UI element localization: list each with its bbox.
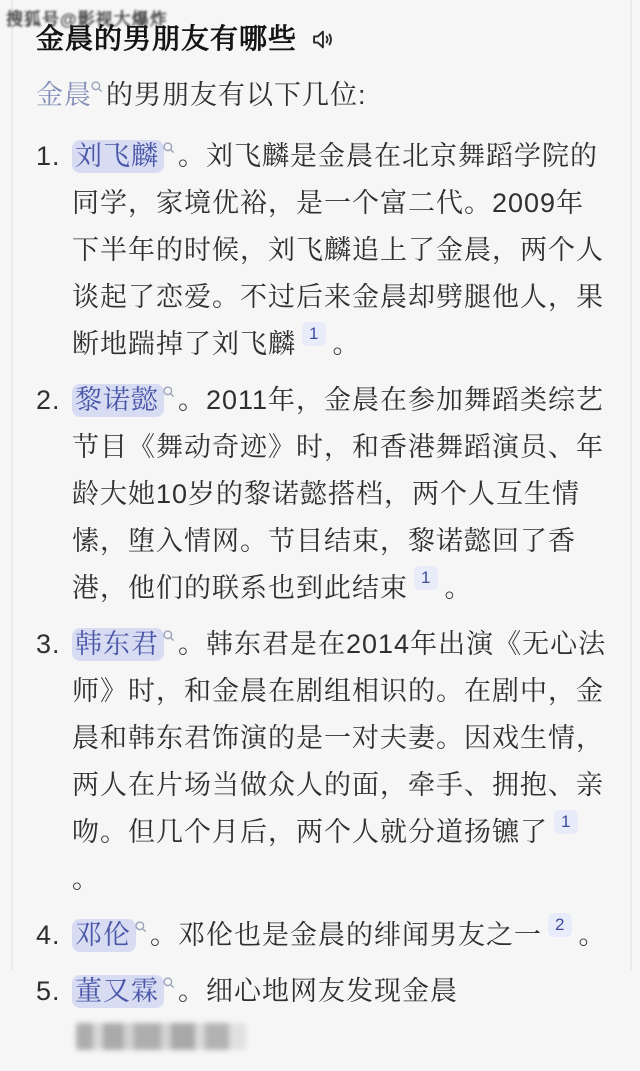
search-icon[interactable] [162, 629, 176, 643]
citation-badge[interactable]: 1 [414, 566, 438, 590]
entity-link[interactable]: 邓伦 [72, 919, 136, 952]
item-after: 。 [578, 920, 607, 950]
list-item-text [72, 968, 612, 1062]
item-after: 。 [72, 864, 100, 894]
search-icon[interactable] [90, 80, 104, 94]
item-after: 。 [332, 329, 361, 359]
list-item-text [72, 377, 612, 612]
entity-link[interactable]: 韩东君 [72, 628, 164, 661]
intro-line [36, 72, 640, 119]
list-item [36, 621, 640, 903]
search-icon[interactable] [162, 385, 176, 399]
question-title-text: 金晨的男朋友有哪些 [36, 23, 298, 54]
entity-link-jinchen[interactable]: 金晨 [36, 80, 92, 110]
list-number: 2. [36, 385, 61, 415]
item-body: 。刘飞麟是金晨在北京舞蹈学院的同学，家境优裕，是一个富二代。2009年下半年的时候，刘飞麟追上了金晨，两个人谈起了恋爱。不过后来金晨却劈腿他人，果断地踹掉了刘飞麟 [72, 141, 604, 359]
citation-badge[interactable]: 1 [302, 322, 326, 346]
item-body: 。细心地网友发现金晨 [178, 976, 458, 1006]
item-body: 。2011年，金晨在参加舞蹈类综艺节目《舞动奇迹》时，和香港舞蹈演员、年龄大她10岁的黎诺懿搭档，两个人互生情愫，堕入情网。节目结束，黎诺懿回了香港，他们的联系也到此结束 [72, 385, 605, 603]
list-item [36, 912, 640, 959]
list-number: 4. [36, 920, 61, 950]
search-icon[interactable] [134, 920, 148, 934]
list-item-text [72, 912, 612, 959]
search-icon[interactable] [162, 976, 176, 990]
search-icon[interactable] [162, 141, 176, 155]
list-item-text [72, 621, 612, 903]
list-number: 1. [36, 141, 61, 171]
list-number: 5. [36, 976, 61, 1006]
item-after: 。 [444, 573, 473, 603]
boyfriend-list [36, 133, 640, 1062]
list-item [36, 377, 640, 612]
entity-link[interactable]: 刘飞麟 [72, 140, 164, 173]
item-body: 。邓伦也是金晨的绯闻男友之一 [150, 920, 542, 950]
entity-link[interactable]: 黎诺懿 [72, 384, 164, 417]
item-body: 。韩东君是在2014年出演《无心法师》时，和金晨在剧组相识的。在剧中，金晨和韩东君饰演的是一对夫妻。因戏生情，两人在片场当做众人的面，牵手、拥抱、亲吻。但几个月后，两个人就分道扬镳了 [72, 629, 607, 847]
censored-watermark [76, 1023, 246, 1050]
citation-badge[interactable]: 2 [548, 913, 572, 937]
list-item [36, 968, 640, 1062]
citation-badge[interactable]: 1 [554, 810, 578, 834]
speaker-icon[interactable] [309, 26, 336, 53]
list-number: 3. [36, 629, 61, 659]
list-item [36, 133, 640, 368]
publisher-watermark: 搜狐号@影视大爆炸 [6, 10, 168, 29]
entity-link[interactable]: 董又霖 [72, 975, 164, 1008]
list-item-text [72, 133, 612, 368]
intro-text: 的男朋友有以下几位: [106, 80, 367, 110]
